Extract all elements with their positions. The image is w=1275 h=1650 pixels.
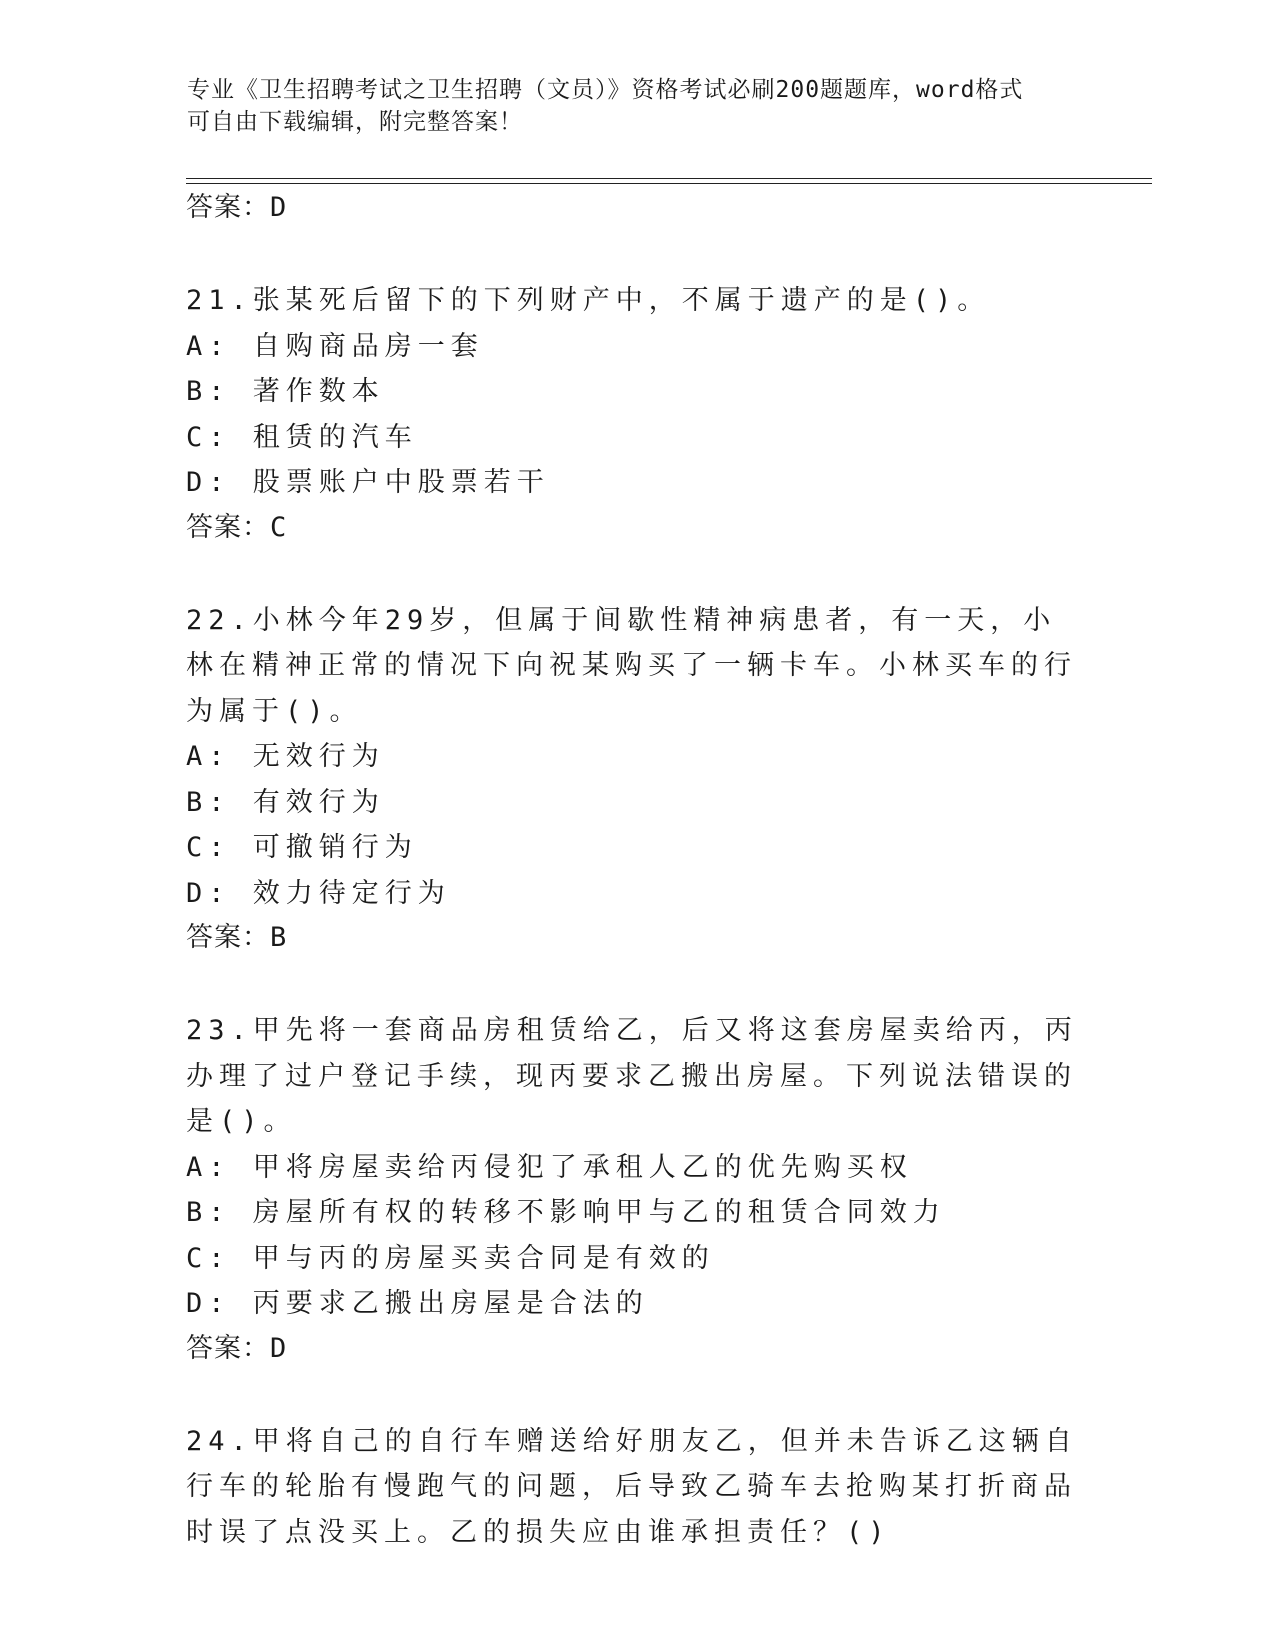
header-rule-top bbox=[186, 178, 1152, 179]
option-b: B: 有效行为 bbox=[186, 786, 385, 818]
option-b: B: 著作数本 bbox=[186, 376, 385, 407]
question-text: 21.张某死后留下的下列财产中，不属于遗产的是()。 bbox=[186, 285, 991, 316]
question-block-24 bbox=[186, 1419, 1086, 1556]
answer-line: 答案：C bbox=[186, 511, 288, 543]
spacer bbox=[186, 1371, 1086, 1419]
question-block-22 bbox=[186, 598, 1086, 961]
option-a: A: 无效行为 bbox=[186, 741, 385, 772]
spacer bbox=[186, 960, 1086, 1008]
option-a: A: 甲将房屋卖给丙侵犯了承租人乙的优先购买权 bbox=[186, 1151, 913, 1183]
spacer bbox=[186, 550, 1086, 598]
header-line-2: 可自由下载编辑，附完整答案！ bbox=[187, 109, 523, 135]
answer-line: 答案：B bbox=[186, 922, 288, 953]
option-b: B: 房屋所有权的转移不影响甲与乙的租赁合同效力 bbox=[186, 1197, 946, 1228]
question-block-23 bbox=[186, 1008, 1086, 1371]
header-line-1: 专业《卫生招聘考试之卫生招聘（文员）》资格考试必刷200题题库，word格式 bbox=[187, 77, 1024, 103]
option-a: A: 自购商品房一套 bbox=[186, 330, 484, 362]
option-c: C: 甲与丙的房屋买卖合同是有效的 bbox=[186, 1242, 715, 1274]
option-d: D: 丙要求乙搬出房屋是合法的 bbox=[186, 1288, 649, 1319]
question-text: 22.小林今年29岁，但属于间歇性精神病患者，有一天，小林在精神正常的情况下向祝某购买了一辆卡车。小林买车的行为属于()。 bbox=[186, 604, 1077, 727]
document-header bbox=[187, 74, 1067, 138]
spacer bbox=[186, 230, 1086, 278]
question-text: 24.甲将自己的自行车赠送给好朋友乙，但并未告诉乙这辆自行车的轮胎有慢跑气的问题，后导致乙骑车去抢购某打折商品时误了点没买上。乙的损失应由谁承担责任？() bbox=[186, 1425, 1078, 1548]
question-list bbox=[186, 186, 1086, 1555]
question-block-21 bbox=[186, 278, 1086, 550]
option-c: C: 租赁的汽车 bbox=[186, 421, 418, 453]
header-rule-bottom bbox=[186, 183, 1152, 184]
option-c: C: 可撤销行为 bbox=[186, 832, 418, 863]
answer-line: 答案：D bbox=[186, 1332, 288, 1364]
option-d: D: 效力待定行为 bbox=[186, 877, 451, 909]
option-d: D: 股票账户中股票若干 bbox=[186, 467, 550, 498]
question-text: 23.甲先将一套商品房租赁给乙，后又将这套房屋卖给丙，丙办理了过户登记手续，现丙要求乙搬出房屋。下列说法错误的是()。 bbox=[186, 1015, 1078, 1137]
answer-line-q20: 答案：D bbox=[186, 192, 288, 223]
